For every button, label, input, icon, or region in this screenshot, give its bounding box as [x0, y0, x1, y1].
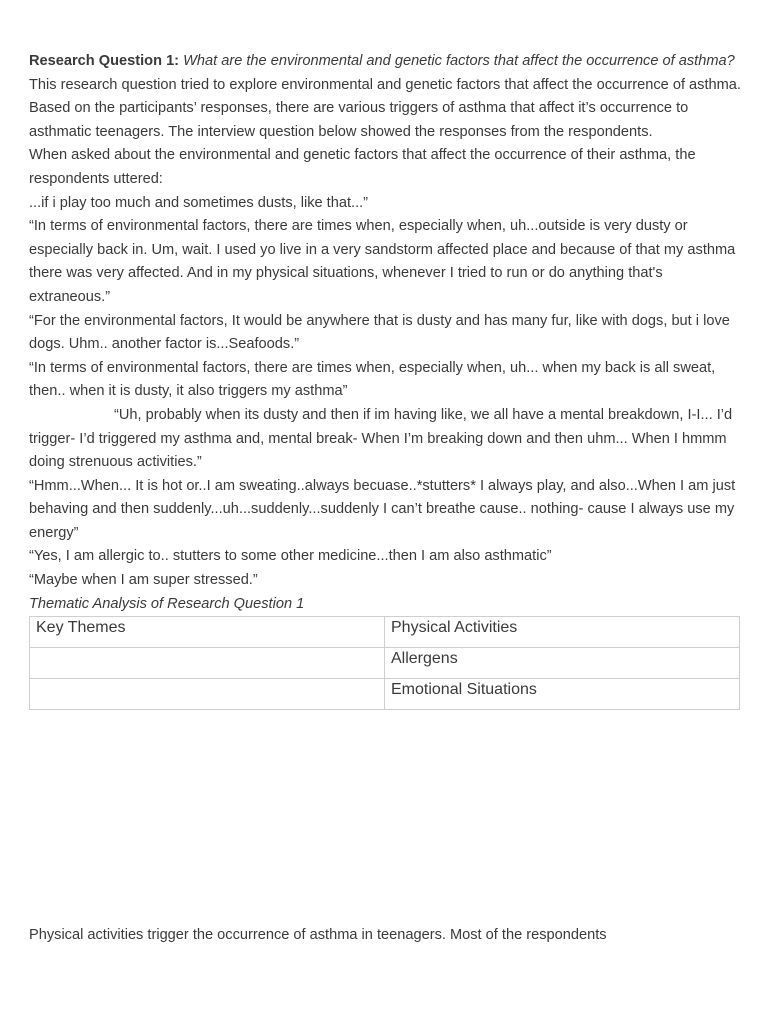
research-question-paragraph [29, 50, 741, 74]
table-cell [30, 648, 385, 679]
table-row [30, 648, 740, 679]
research-question-text: What are the environmental and genetic factors that affect the occurrence of asthma? [179, 53, 735, 69]
quote-1: ...if i play too much and sometimes dusts, like that...” [29, 194, 369, 211]
quote-4: “In terms of environmental factors, there are times when, especially when, uh... when my back is all sweat, then.. when it is dusty, it also triggers my asthma” [29, 359, 716, 400]
quote-6: “Hmm...When... It is hot or..I am sweating..always becuase..*stutters* I always play, and also...When I am just behaving and then suddenly...uh...suddenly...suddenly I can’t breathe cause.. nothing- cause I always use my energy” [29, 477, 736, 541]
table-row [30, 617, 740, 648]
table-cell: Emotional Situations [385, 679, 740, 710]
table-cell: Key Themes [30, 617, 385, 648]
table-cell: Physical Activities [385, 617, 740, 648]
quote-2: “In terms of environmental factors, there are times when, especially when, uh...outside is very dusty or especially back in. Um, wait. I used yo live in a very sandstorm affected place and because of that my asthma there was very affected. And in my physical situations, whenever I tried to run or do anything that's extraneous.” [29, 218, 736, 305]
thematic-analysis-table [29, 616, 740, 710]
research-question-label: Research Question 1: [29, 53, 180, 69]
table-row [30, 679, 740, 710]
table-cell [30, 679, 385, 710]
table-caption: Thematic Analysis of Research Question 1 [29, 595, 305, 612]
paragraph-intro: This research question tried to explore environmental and genetic factors that affect the occurrence of asthma. Based on the participants’ responses, there are various triggers of asthma that affect it’s occurrence to asthmatic teenagers. The interview question below showed the responses from the respondents. [29, 76, 741, 140]
table-cell: Allergens [385, 648, 740, 679]
closing-paragraph: Physical activities trigger the occurrence of asthma in teenagers. Most of the respondents [29, 927, 607, 943]
quote-7: “Yes, I am allergic to.. stutters to some other medicine...then I am also asthmatic” [29, 548, 552, 565]
quote-3: “For the environmental factors, It would be anywhere that is dusty and has many fur, like with dogs, but i love dogs. Uhm.. another factor is...Seafoods.” [29, 312, 730, 353]
quote-5: “Uh, probably when its dusty and then if im having like, we all have a mental breakdown, I-I... I’d trigger- I’d triggered my asthma and, mental break- When I’m breaking down and then uhm... When I hmmm doing strenuous activities.” [29, 406, 733, 471]
paragraph-asked: When asked about the environmental and genetic factors that affect the occurrence of their asthma, the respondents uttered: [29, 147, 696, 187]
quote-8: “Maybe when I am super stressed.” [29, 572, 258, 589]
document-body [29, 50, 741, 710]
